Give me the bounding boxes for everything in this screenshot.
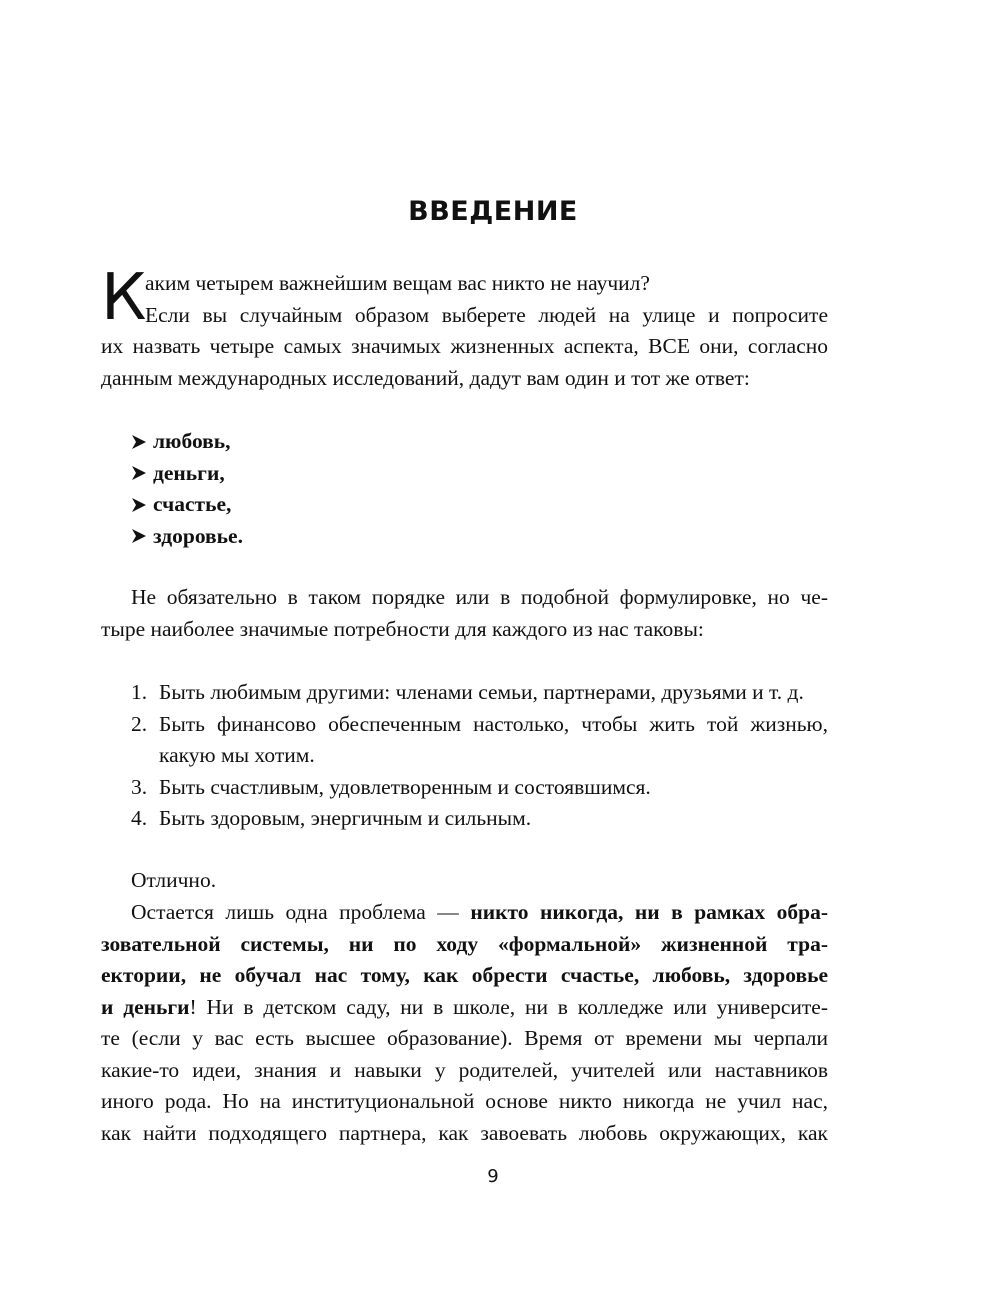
para4-line-7: иного рода. Но на институциональной основе никто никогда не учил нас, [101,1089,828,1113]
item-text: Быть счастливым, удовлетворенным и состоявшимся. [159,774,651,799]
arrowhead-bullet-icon [131,528,153,544]
intro-line-2: Если вы случайным образом выберете людей на улице и попросите [145,302,828,327]
item-number: 3. [131,774,148,799]
item-text: Быть здоровым, энергичным и сильным. [159,806,532,830]
para4-line-6: какие-то идеи, знания и навыки у родителей, учителей или наставников [101,1057,828,1082]
item-number: 4. [131,806,148,830]
list-item [131,458,243,490]
intro-line-1: аким четырем важнейшим вещам вас никто не научил? [145,271,650,295]
intro-line-3: их назвать четыре самых значимых жизненных аспекта, ВСЕ они, согласно [101,334,828,358]
list-item [131,803,828,835]
para4-line-4-bold: и деньги [101,994,190,1019]
list-item [131,489,243,521]
intro-paragraph [101,261,828,394]
bullet-text: любовь, [153,429,231,453]
para2-line-1: Не обязательно в таком порядке или в подобной формулировке, но че- [131,585,828,609]
list-item [131,677,828,709]
list-item [131,426,243,458]
item-number: 2. [131,711,148,736]
para4-line-5: те (если у вас есть высшее образование). Время от времени мы черпали [101,1026,828,1050]
paragraph-2 [101,582,828,645]
chapter-title: ВВЕДЕНИЕ [408,196,578,227]
para4-line-4-rest: ! Ни в детском саду, ни в школе, ни в колледже или университе- [189,994,828,1019]
drop-cap: К [101,261,147,335]
para3-text: Отлично. [131,868,217,892]
para2-line-2: тыре наиболее значимые потребности для каждого из нас таковы: [101,616,704,641]
para4-line-1 [101,897,828,929]
arrowhead-bullet-icon [131,465,153,481]
para4-line-2: зовательной системы, ни по ходу «формальной» жизненной тра- [101,931,828,956]
page-number: 9 [487,1166,499,1187]
item-text: Быть любимым другими: членами семьи, партнерами, друзьями и т. д. [159,680,804,704]
arrowhead-bullet-icon [131,434,153,450]
para4-line-4 [101,992,828,1024]
bullet-text: здоровье. [153,523,243,548]
intro-line-4: данным международных исследований, дадут вам один и тот же ответ: [101,365,750,390]
list-item [131,772,828,804]
numbered-list [131,677,828,835]
paragraph-3 [101,865,828,897]
bullet-list [131,426,243,552]
para4-line-3: ектории, не обучал нас тому, как обрести счастье, любовь, здоровье [101,963,828,987]
item-number: 1. [131,680,148,704]
arrowhead-bullet-icon [131,497,153,513]
para4-line-1-bold: никто никогда, ни в рамках обра- [470,900,828,924]
item-text: Быть финансово обеспеченным настолько, чтобы жить той жизнью, какую мы хотим. [159,711,828,767]
paragraph-4 [101,897,828,1149]
list-item [131,709,828,772]
bullet-text: счастье, [153,492,232,516]
list-item [131,521,243,553]
bullet-text: деньги, [153,460,225,485]
para4-line-8: как найти подходящего партнера, как завоевать любовь окружающих, как [101,1120,828,1145]
para4-line-1-start: Остается лишь одна проблема — [131,900,471,924]
